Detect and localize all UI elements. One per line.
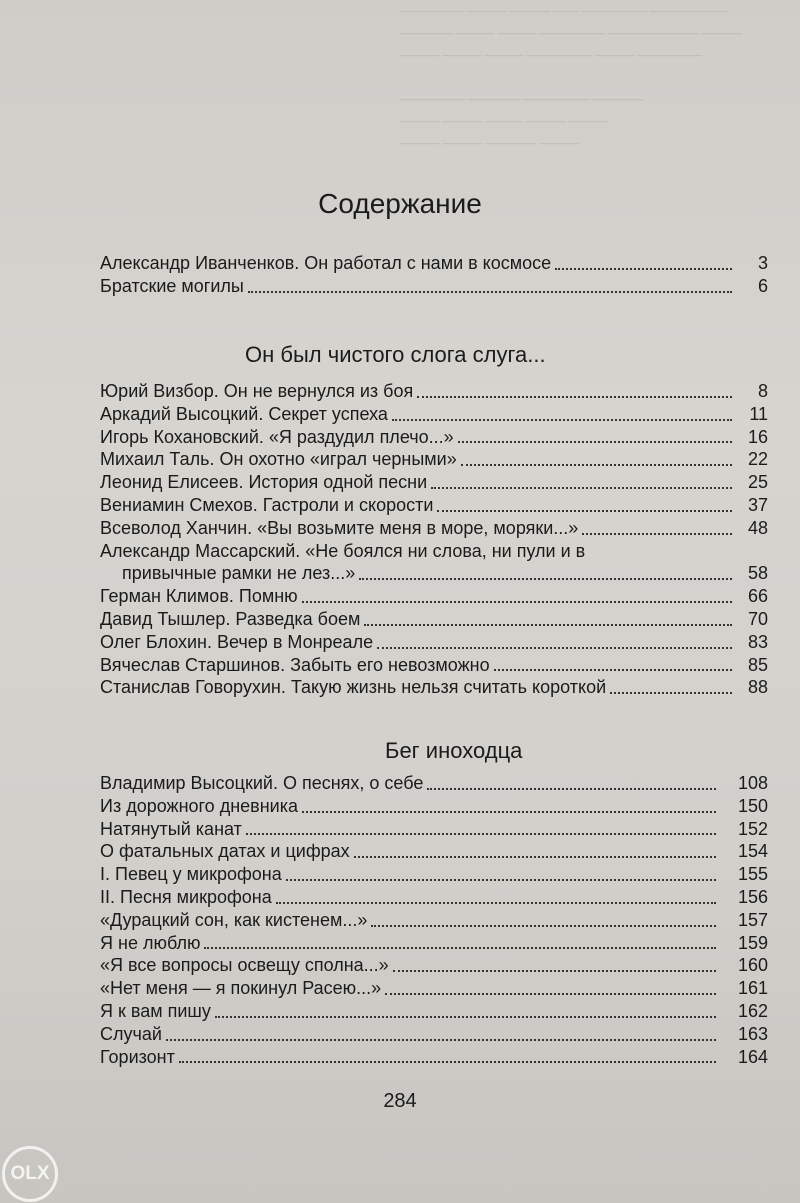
toc-entry <box>100 954 768 977</box>
toc-entry <box>100 932 768 955</box>
toc-entry <box>100 631 768 654</box>
entry-page-number: 85 <box>747 654 768 675</box>
entry-page-number: 3 <box>757 253 768 273</box>
dot-leader <box>364 624 732 626</box>
entry-page-number: 25 <box>747 472 768 493</box>
entry-page-number: 157 <box>737 909 768 930</box>
dot-leader <box>427 788 716 790</box>
dot-leader <box>354 856 716 858</box>
toc-entry <box>100 795 768 818</box>
entry-title: Герман Климов. Помню <box>100 586 298 607</box>
entry-page-number: 70 <box>747 608 768 629</box>
dot-leader <box>276 902 716 904</box>
toc-entry <box>100 909 768 932</box>
toc-entry <box>100 426 768 449</box>
toc-entry-first-line: Александр Массарский. «Не боялся ни слова, ни пули и в <box>100 540 586 561</box>
entry-title: Давид Тышлер. Разведка боем <box>100 608 361 629</box>
entry-page-number: 108 <box>737 773 768 793</box>
toc-entry <box>100 403 768 426</box>
entry-page-number: 150 <box>737 795 768 816</box>
dot-leader <box>246 833 716 835</box>
toc-entry <box>100 380 768 403</box>
entry-page-number: 152 <box>737 818 768 839</box>
toc-entry <box>100 886 768 909</box>
toc-entry <box>100 1046 768 1069</box>
toc-entry <box>100 676 768 699</box>
entry-title: О фатальных датах и цифрах <box>100 841 350 862</box>
toc-entry <box>100 252 768 275</box>
entry-page-number: 162 <box>737 1000 768 1021</box>
entry-page-number: 160 <box>737 955 768 976</box>
toc-entry <box>100 772 768 795</box>
toc-entry <box>100 471 768 494</box>
dot-leader <box>417 396 732 398</box>
entry-page-number: 154 <box>737 841 768 862</box>
entry-title: Братские могилы <box>100 275 244 296</box>
toc-entry <box>100 977 768 1000</box>
entry-page-number: 37 <box>747 494 768 515</box>
entry-page-number: 83 <box>747 631 768 652</box>
entry-page-number: 66 <box>747 586 768 607</box>
entry-title: Всеволод Ханчин. «Вы возьмите меня в море, моряки...» <box>100 517 579 538</box>
entry-title: I. Певец у микрофона <box>100 864 282 885</box>
section2-heading: Бег иноходца <box>385 738 523 763</box>
toc-entry-continuation <box>100 562 768 585</box>
entry-title: «Дурацкий сон, как кистенем...» <box>100 909 368 930</box>
entry-title: II. Песня микрофона <box>100 886 272 907</box>
dot-leader <box>248 291 732 293</box>
toc-entry <box>100 1023 768 1046</box>
entry-page-number: 164 <box>737 1046 768 1067</box>
dot-leader <box>392 419 732 421</box>
entry-page-number: 156 <box>737 886 768 907</box>
entry-title: Из дорожного дневника <box>100 795 298 816</box>
entry-page-number: 163 <box>737 1023 768 1044</box>
page-number: 284 <box>383 1090 417 1112</box>
entry-title: Горизонт <box>100 1046 175 1067</box>
dot-leader <box>215 1016 716 1018</box>
section1-heading: Он был чистого слога слуга... <box>245 342 546 367</box>
entry-title: Олег Блохин. Вечер в Монреале <box>100 631 374 652</box>
entry-title: Юрий Визбор. Он не вернулся из боя <box>100 381 414 401</box>
entry-title: привычные рамки не лез...» <box>122 563 356 584</box>
toc-entry <box>100 863 768 886</box>
entry-page-number: 11 <box>749 403 768 424</box>
dot-leader <box>458 441 732 443</box>
toc-entry <box>100 275 768 298</box>
toc-entry <box>100 654 768 677</box>
dot-leader <box>437 510 732 512</box>
entry-title: «Я все вопросы освещу сполна...» <box>100 955 389 976</box>
dot-leader <box>359 578 732 580</box>
toc-entry <box>100 1000 768 1023</box>
dot-leader <box>494 669 732 671</box>
entry-title: Михаил Таль. Он охотно «играл черными» <box>100 449 457 470</box>
dot-leader <box>461 464 732 466</box>
dot-leader <box>204 947 716 949</box>
toc-entry <box>100 608 768 631</box>
dot-leader <box>302 811 716 813</box>
intro-entries <box>100 252 768 298</box>
entry-page-number: 16 <box>747 426 768 447</box>
entry-page-number: 161 <box>737 978 768 999</box>
toc-entry <box>100 840 768 863</box>
entry-page-number: 88 <box>747 677 768 698</box>
entry-title: Станислав Говорухин. Такую жизнь нельзя считать короткой <box>100 677 607 698</box>
toc-entry <box>100 585 768 608</box>
toc-entry <box>100 448 768 471</box>
toc-entry <box>100 818 768 841</box>
dot-leader <box>286 879 716 881</box>
entry-title: Вячеслав Старшинов. Забыть его невозможно <box>100 654 490 675</box>
entry-title: Леонид Елисеев. История одной песни <box>100 472 428 493</box>
entry-title: Вениамин Смехов. Гастроли и скорости <box>100 494 434 515</box>
dot-leader <box>431 487 732 489</box>
entry-title: Аркадий Высоцкий. Секрет успеха <box>100 403 388 424</box>
entry-title: Игорь Кохановский. «Я раздудил плечо...» <box>100 426 454 447</box>
page-title: Содержание <box>318 188 482 219</box>
dot-leader <box>610 692 732 694</box>
dot-leader <box>302 601 732 603</box>
toc-entry <box>100 494 768 517</box>
entry-title: Случай <box>100 1023 162 1044</box>
entry-page-number: 159 <box>737 932 768 953</box>
entry-title: Я не люблю <box>100 932 201 953</box>
dot-leader <box>371 925 716 927</box>
olx-watermark-logo: OLX <box>2 1146 58 1202</box>
toc-entry <box>100 517 768 540</box>
entry-page-number: 8 <box>757 381 768 401</box>
entry-title: Владимир Высоцкий. О песнях, о себе <box>100 773 424 793</box>
entry-page-number: 6 <box>757 275 768 296</box>
entry-title: Я к вам пишу <box>100 1000 211 1021</box>
entry-title: Натянутый канат <box>100 818 242 839</box>
entry-page-number: 22 <box>747 449 768 470</box>
dot-leader <box>179 1061 716 1063</box>
entry-title: Александр Иванченков. Он работал с нами в космосе <box>100 253 552 273</box>
dot-leader <box>555 268 732 270</box>
dot-leader <box>385 993 716 995</box>
bleed-through-text: ————— ——— ——— —— ————— —————— ———— ——— ——— ————— ——————— ——— ——— ——— ——— ————— ——— ————— ————— ———— ————— ———— ——— ——— ——— ——— ——— ——— ——— ———— ——— <box>400 3 742 150</box>
section1-entries <box>100 380 768 699</box>
entry-page-number: 155 <box>737 864 768 885</box>
section2-entries <box>100 772 768 1068</box>
dot-leader <box>393 970 716 972</box>
entry-page-number: 48 <box>747 517 768 538</box>
dot-leader <box>377 647 732 649</box>
entry-title: «Нет меня — я покинул Расею...» <box>100 978 382 999</box>
dot-leader <box>166 1039 716 1041</box>
dot-leader <box>582 533 732 535</box>
entry-page-number: 58 <box>747 563 768 584</box>
